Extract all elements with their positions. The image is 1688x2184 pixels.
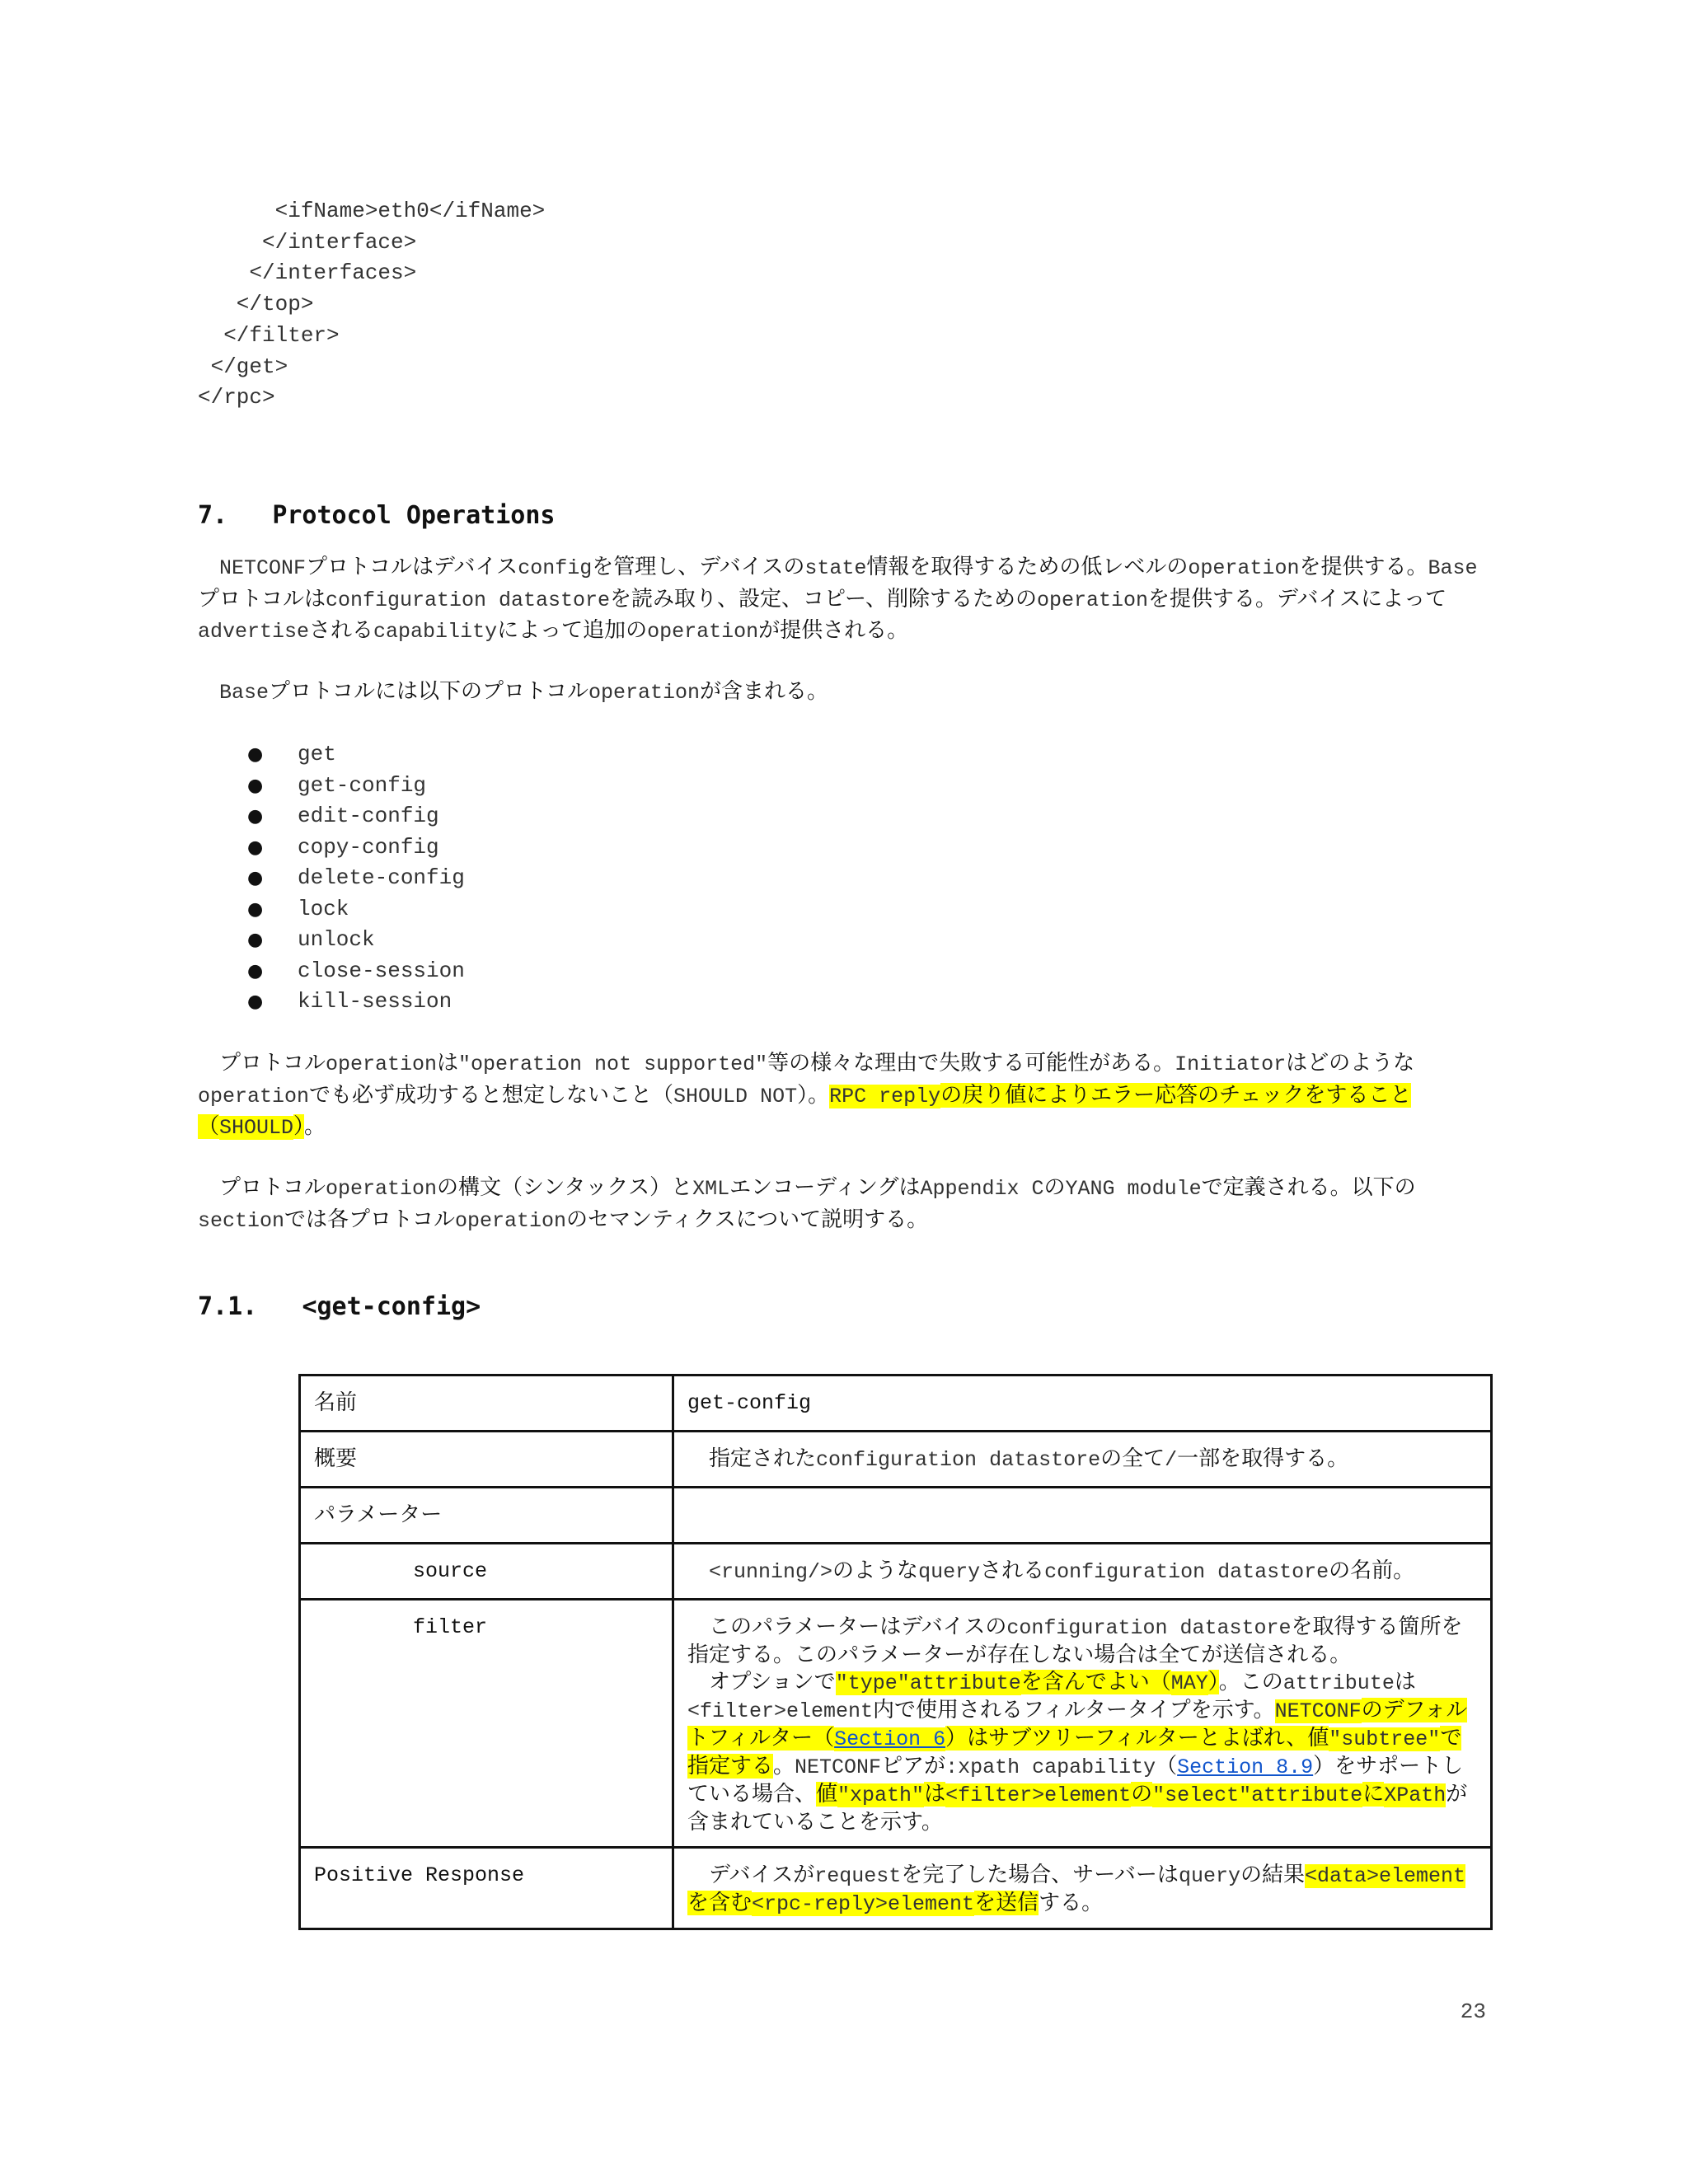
summary-label-cell: 概要 [300,1432,673,1488]
list-item [247,863,465,894]
text-run: / [1165,1448,1178,1472]
text-run: Initiator [1175,1052,1287,1076]
text-run: state [804,556,867,580]
text-run: "type"attribute [835,1671,1021,1695]
text-run: "operation not supported" [458,1052,768,1076]
text-run: プロトコル [219,1175,326,1200]
text-run: の名前。 [1329,1558,1415,1583]
operation-name: kill-session [298,989,452,1014]
text-run: query [918,1560,981,1584]
text-run: ピアが [881,1754,946,1779]
text-run: で定義される。以下の [1201,1175,1416,1200]
text-run: configuration datastore [325,588,611,612]
text-run: configuration datastore [1006,1616,1292,1640]
list-item [247,832,465,864]
bullet-icon: ● [247,775,264,796]
failure-paragraph [198,1048,1492,1144]
list-item [247,956,465,987]
text-run: operation [647,620,759,644]
text-run: を取得する箇所を指定する。このパラメーターが存在しない場合は全てが送信される。 [687,1615,1463,1667]
text-run: operation [455,1208,567,1233]
text-run: 内で使用されるフィルタータイプを示す。 [873,1698,1275,1722]
code-line: </get> [198,354,288,379]
operation-name: get [298,742,336,766]
filter-desc-1 [687,1614,1477,1669]
operation-name: unlock [298,927,375,952]
text-run: ）。 [797,1082,830,1108]
text-run: MAY [1170,1671,1208,1695]
text-run: が含まれていることを示す。 [687,1782,1468,1835]
text-run: :xpath capability [945,1755,1156,1779]
response-value-cell [673,1848,1492,1929]
operation-name: delete-config [298,865,465,890]
text-run: このパラメーターはデバイスの [709,1615,1007,1639]
text-run: で指定する [687,1726,1462,1779]
text-run: 一部を取得する。 [1177,1446,1349,1471]
bullet-icon: ● [247,868,264,888]
code-line: </interface> [198,229,417,255]
text-run: section [198,1208,285,1233]
list-item [247,987,465,1018]
text-run: advertise [198,620,310,644]
section-link[interactable]: Section 6 [834,1727,946,1751]
text-run: はどのような [1286,1051,1415,1076]
text-run: 。 [304,1114,326,1140]
name-value-cell: get-config [673,1376,1492,1432]
text-run: 指定された [709,1446,817,1471]
text-run: operation [1036,588,1148,612]
text-run: capability [373,620,498,644]
table-row [300,1600,1492,1848]
text-run: オプションで [709,1670,836,1694]
filter-desc-2 [687,1669,1477,1836]
text-run: が提供される。 [758,618,909,644]
operation-name: get-config [298,772,427,798]
text-run: のデフォルトフィルター（ [687,1698,1468,1750]
operation-name: edit-config [298,804,439,828]
text-run: を管理し、デバイスの [592,555,805,579]
text-run: エンコーディングは [729,1175,921,1200]
text-run: デバイスが [709,1863,815,1887]
text-run: を提供する。デバイスによって [1147,586,1447,612]
table-row [300,1432,1492,1488]
text-run: は [437,1051,459,1076]
text-run: NETCONF [795,1755,882,1779]
text-run: の全て [1100,1446,1165,1471]
text-run: request [814,1864,902,1888]
text-run: ） [293,1114,305,1140]
text-run: operation [325,1177,438,1201]
table-row [300,1488,1492,1544]
text-run: 値 [816,1782,838,1807]
code-line: </filter> [198,322,340,348]
list-item [247,739,465,771]
list-item [247,894,465,926]
text-run: <data>element [1304,1864,1466,1888]
source-label-cell: source [300,1544,673,1600]
bullet-icon: ● [247,898,264,920]
text-run: Appendix C [920,1177,1044,1201]
text-run: operation [588,681,700,705]
text-run: が含まれる。 [699,679,828,704]
text-run: ） [1207,1670,1219,1694]
summary-value-cell [673,1432,1492,1488]
text-run: を完了した場合、サーバーは [901,1863,1179,1887]
text-run: NETCONF [1274,1699,1362,1723]
text-run: ）はサブツリーフィルターとよばれ、値 [945,1726,1329,1750]
operation-name: copy-config [298,834,439,860]
text-run: を含む [687,1891,753,1915]
text-run: （ [1156,1754,1178,1779]
text-run: YANG module [1065,1177,1202,1201]
text-run: する。 [1039,1891,1104,1915]
text-run: configuration datastore [816,1448,1101,1472]
text-run: attribute [1282,1671,1395,1695]
code-line: </top> [198,292,314,317]
name-label-cell: 名前 [300,1376,673,1432]
text-run: を提供する。 [1299,555,1428,579]
text-run: query [1178,1864,1240,1888]
text-run: operation [1188,556,1300,580]
text-run: は [1394,1670,1416,1694]
text-run: config [518,556,593,580]
list-item [247,801,465,832]
base-protocol-paragraph [198,677,1492,709]
section-7-heading [198,501,555,530]
table-row [300,1544,1492,1600]
text-run: によって追加の [497,618,648,644]
section-title: Protocol Operations [272,501,556,530]
get-config-table [298,1374,1493,1930]
text-run: のような [832,1558,919,1583]
text-run: でも必ず成功すると想定しないこと（ [309,1082,674,1108]
text-run: の [1043,1175,1066,1200]
text-run: "select"attribute [1152,1783,1363,1807]
xml-code-block [198,196,545,414]
text-run: <rpc-reply>element [752,1892,975,1916]
text-run: Base [219,681,270,705]
filter-value-cell [673,1600,1492,1848]
list-item [247,771,465,802]
text-run: の結果 [1240,1863,1305,1887]
bullet-icon: ● [247,930,264,950]
text-run: configuration datastore [1044,1560,1329,1584]
text-run: プロトコルはデバイス [306,555,518,579]
text-run: プロトコルには以下のプロトコル [269,679,588,704]
text-run: <filter>element [687,1699,874,1723]
operations-list [247,739,465,1018]
response-label-cell: Positive Response [300,1848,673,1929]
text-run: の戻り値によりエラー応答のチェックをすること（ [198,1082,1412,1140]
text-run: XML [692,1177,730,1201]
text-run: operation [198,1084,310,1108]
text-run: プロトコル [219,1051,326,1076]
text-run: プロトコルは [198,586,326,612]
text-run: <running/> [709,1560,833,1584]
text-run: される [309,618,374,644]
bullet-icon: ● [247,744,264,765]
text-run: に [1362,1782,1385,1807]
source-value-cell [673,1544,1492,1600]
text-run: 等の様々な理由で失敗する可能性がある。 [767,1051,1175,1076]
text-run: XPath [1384,1783,1447,1807]
syntax-paragraph [198,1173,1492,1236]
text-run: 。 [773,1754,795,1779]
operation-name: lock [298,896,349,921]
text-run: を送信 [974,1891,1039,1915]
text-run: SHOULD [219,1116,294,1141]
text-run: 。この [1218,1670,1283,1694]
text-run: のセマンティクスについて説明する。 [566,1207,929,1232]
text-run: "xpath" [837,1783,925,1807]
page-number: 23 [1460,1999,1486,2024]
text-run: ）をサポートしている場合、 [687,1754,1464,1807]
params-label-cell: パラメーター [300,1488,673,1544]
text-run: を含んでよい（ [1020,1670,1171,1694]
text-run: Base [1428,556,1478,580]
text-run: の [1131,1782,1153,1807]
section-7-1-heading [198,1292,481,1321]
bullet-icon: ● [247,806,264,827]
text-run: 情報を取得するための低レベルの [866,555,1189,579]
text-run: "subtree" [1329,1727,1441,1751]
section-title: <get-config> [302,1292,481,1321]
list-item [247,925,465,956]
text-run: の構文（シンタックス）と [437,1175,693,1200]
code-line: </interfaces> [198,260,417,286]
code-line: <ifName>eth0</ifName> [198,199,546,223]
section-number: 7.1. [198,1292,258,1321]
text-run: SHOULD NOT [673,1084,798,1108]
section-link[interactable]: Section 8.9 [1177,1755,1314,1779]
bullet-icon: ● [247,837,264,858]
table-row [300,1848,1492,1929]
operation-name: close-session [298,958,465,983]
text-run: NETCONF [219,556,307,580]
filter-label-cell: filter [300,1600,673,1848]
text-run: operation [325,1052,438,1076]
text-run: は [924,1782,946,1807]
text-run: される [980,1558,1045,1583]
section-number: 7. [198,501,228,530]
text-run: を読み取り、設定、コピー、削除するための [610,586,1037,612]
code-line: </rpc> [198,385,275,410]
text-run: <filter>element [945,1783,1132,1807]
table-row [300,1376,1492,1432]
params-value-cell [673,1488,1492,1544]
text-run: では各プロトコル [284,1207,455,1232]
text-run: RPC reply [829,1084,941,1108]
intro-paragraph [198,552,1492,648]
bullet-icon: ● [247,960,264,982]
bullet-icon: ● [247,991,264,1012]
